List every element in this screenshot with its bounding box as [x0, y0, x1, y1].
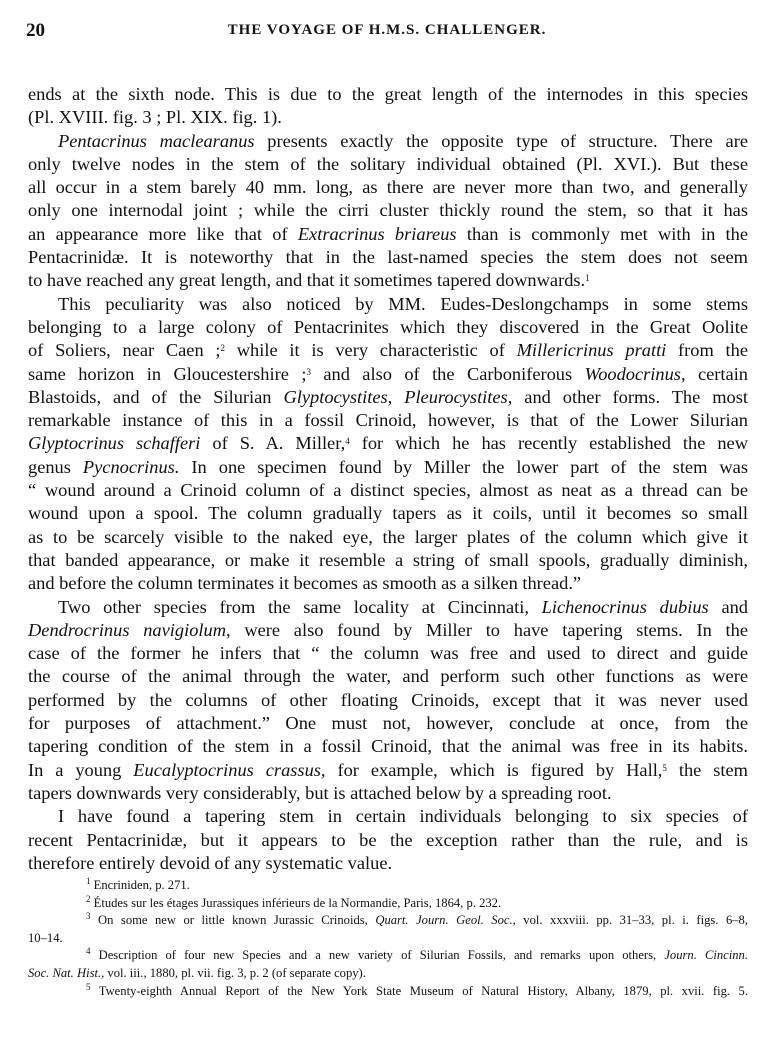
text-line [28, 735, 748, 758]
footnote-marker: 5 [662, 762, 667, 773]
footnote-marker: 2 [86, 893, 91, 904]
text-line [28, 409, 748, 432]
text-run: while it is very characteristic of [225, 340, 517, 361]
italic-text: Eucalyptocrinus crassus, [133, 759, 326, 780]
text-run: remarkable instance of this in a fossil Crinoid, however, is that of the Lower Silurian [28, 410, 748, 431]
text-line [28, 642, 748, 665]
text-line [28, 805, 748, 828]
text-line [28, 83, 748, 106]
footnote-marker: 4 [345, 436, 350, 447]
text-run: and [708, 596, 749, 617]
body-text [28, 83, 748, 875]
footnote-line [28, 895, 748, 913]
text-run: an appearance more like that of [28, 223, 298, 244]
text-run: Encriniden, p. 271. [90, 878, 190, 892]
text-run: tapering condition of the stem in a fossil Crinoid, that the animal was free in its habits. [28, 736, 748, 757]
text-run: belonging to a large colony of Pentacrinites which they discovered in the Great Oolite [28, 316, 748, 337]
footnote-line [28, 965, 748, 983]
text-run: genus [28, 456, 83, 477]
text-line [28, 293, 748, 316]
text-line [28, 689, 748, 712]
page-number: 20 [26, 20, 45, 41]
text-run: of S. A. Miller, [200, 433, 346, 454]
text-run: from the [666, 340, 749, 361]
text-run: presents exactly the opposite type of structure. There are [254, 130, 748, 151]
text-line [28, 223, 748, 246]
text-line [28, 665, 748, 688]
text-line [28, 339, 748, 362]
text-run: I have found a tapering stem in certain individuals belonging to six species of [58, 806, 748, 827]
text-run: tapers downwards very considerably, but is attached below by a spreading root. [28, 782, 612, 803]
text-line [28, 619, 748, 642]
text-line [28, 852, 748, 875]
text-run: Description of four new Species and a new variety of Silurian Fossils, and remarks upon others, [90, 948, 665, 963]
text-line [28, 502, 748, 525]
text-line [28, 712, 748, 735]
text-line [28, 199, 748, 222]
footnote-marker: 2 [220, 343, 226, 354]
footnote-line [28, 947, 748, 965]
text-line [28, 479, 748, 502]
text-run: for which he has recently established the new [349, 433, 748, 454]
text-run: Pentacrinidæ. It is noteworthy that in the last-named species the stem does not seem [28, 247, 748, 268]
running-title: THE VOYAGE OF H.M.S. CHALLENGER. [227, 22, 547, 38]
text-line [28, 363, 748, 386]
text-run: only twelve nodes in the stem of the solitary individual obtained (Pl. XVI.). But these [28, 153, 748, 174]
text-run: Études sur les étages Jurassiques inférieurs de la Normandie, Paris, 1864, p. 232. [90, 895, 502, 910]
text-line [28, 829, 748, 852]
italic-text: Pentacrinus maclearanus [58, 130, 255, 151]
text-run: “ wound around a Crinoid column of a distinct species, almost as neat as a thread can be [28, 480, 748, 501]
text-run: recent Pentacrinidæ, but it appears to be the exception rather than the rule, and is [28, 829, 748, 850]
text-run: certain [685, 363, 748, 384]
italic-text: Glyptocystites, Pleurocystites, [283, 386, 513, 407]
text-line [28, 549, 748, 572]
text-line [28, 153, 748, 176]
footnote-marker: 1 [86, 876, 91, 886]
running-header [26, 20, 748, 44]
footnote-marker: 5 [86, 981, 91, 992]
text-line [28, 526, 748, 549]
footnote-marker: 4 [86, 946, 91, 957]
text-run: for example, which is figured by Hall, [325, 759, 663, 780]
text-run: and also of the Carboniferous [310, 363, 585, 384]
text-line [28, 759, 748, 782]
text-run: were also found by Miller to have tapering stems. In the [230, 619, 748, 640]
footnote-marker: 1 [585, 273, 590, 284]
footnote-marker: 3 [86, 911, 91, 922]
text-run: Two other species from the same locality at Cincinnati, [58, 596, 542, 617]
text-run: 10–14. [28, 930, 63, 945]
text-line [28, 782, 748, 805]
text-run: This peculiarity was also noticed by MM. Eudes-Deslongchamps in some stems [58, 293, 748, 314]
italic-text: Woodocrinus, [584, 363, 686, 384]
italic-text: Dendrocrinus navigiolum, [28, 619, 231, 640]
italic-text: Journ. Cincinn. [664, 948, 748, 963]
text-line [28, 596, 748, 619]
italic-text: Extracrinus briareus [297, 223, 457, 244]
text-run: same horizon in Gloucestershire ; [28, 363, 307, 384]
text-run: to have reached any great length, and that it sometimes tapered downwards. [28, 270, 586, 291]
footnote-line [28, 877, 748, 895]
text-run: vol. iii., 1880, pl. vii. fig. 3, p. 2 (of separate copy). [104, 965, 366, 980]
italic-text: Lichenocrinus dubius [541, 596, 709, 617]
italic-text: Soc. Nat. Hist., [28, 965, 105, 980]
text-run: wound upon a spool. The column gradually tapers as it coils, until it becomes so small [28, 503, 748, 524]
text-run: On some new or little known Jurassic Crinoids, [90, 913, 376, 928]
text-run: Blastoids, and of the Silurian [28, 386, 284, 407]
text-run: the course of the animal through the water, and perform such other functions as were [28, 666, 748, 687]
text-run: than is commonly met with in the [456, 223, 748, 244]
text-run: for purposes of attachment.” One must not, however, conclude at once, from the [28, 713, 748, 734]
text-line [28, 456, 748, 479]
text-run: (Pl. XVIII. fig. 3 ; Pl. XIX. fig. 1). [28, 107, 282, 128]
text-line [28, 246, 748, 269]
text-line [28, 176, 748, 199]
footnote-line [28, 912, 748, 930]
text-run: of Soliers, near Caen ; [28, 340, 221, 361]
text-line [28, 432, 748, 455]
italic-text: Glyptocrinus schafferi [28, 433, 201, 454]
footnote-marker: 3 [306, 366, 311, 377]
text-line [28, 572, 748, 595]
text-run: and before the column terminates it becomes as smooth as a silken thread.” [28, 573, 582, 594]
italic-text: Quart. Journ. Geol. Soc., [375, 913, 516, 928]
text-line [28, 316, 748, 339]
text-run: and other forms. The most [512, 386, 749, 407]
text-run: performed by the columns of other floating Crinoids, except that it was never used [28, 689, 748, 710]
text-run: therefore entirely devoid of any systematic value. [28, 852, 393, 873]
italic-text: Millericrinus pratti [516, 340, 667, 361]
text-run: that banded appearance, or make it resemble a string of small spools, gradually diminish, [28, 549, 748, 570]
text-run: In a young [28, 759, 134, 780]
text-run: In one specimen found by Miller the lower part of the stem was [179, 456, 748, 477]
text-line [28, 386, 748, 409]
footnote-line [28, 983, 748, 1001]
footnotes [28, 877, 748, 1000]
footnote-line [28, 930, 748, 948]
text-run: all occur in a stem barely 40 mm. long, as there are never more than two, and generally [28, 177, 748, 198]
text-line [28, 130, 748, 153]
text-line [28, 106, 748, 129]
text-run: only one internodal joint ; while the cirri cluster thickly round the stem, so that it has [28, 200, 748, 221]
text-line [28, 269, 748, 292]
text-run: the stem [666, 759, 748, 780]
text-run: vol. xxxviii. pp. 31–33, pl. i. figs. 6–8, [515, 913, 748, 928]
text-run: ends at the sixth node. This is due to the great length of the internodes in this species [28, 84, 748, 104]
text-run: as to be scarcely visible to the naked eye, the larger plates of the column which give it [28, 526, 748, 547]
text-run: Twenty-eighth Annual Report of the New York State Museum of Natural History, Albany, 1879, pl. xvii. fig. 5. [90, 983, 748, 998]
italic-text: Pycnocrinus. [82, 456, 180, 477]
text-run: case of the former he infers that “ the column was free and used to direct and guide [28, 643, 748, 664]
